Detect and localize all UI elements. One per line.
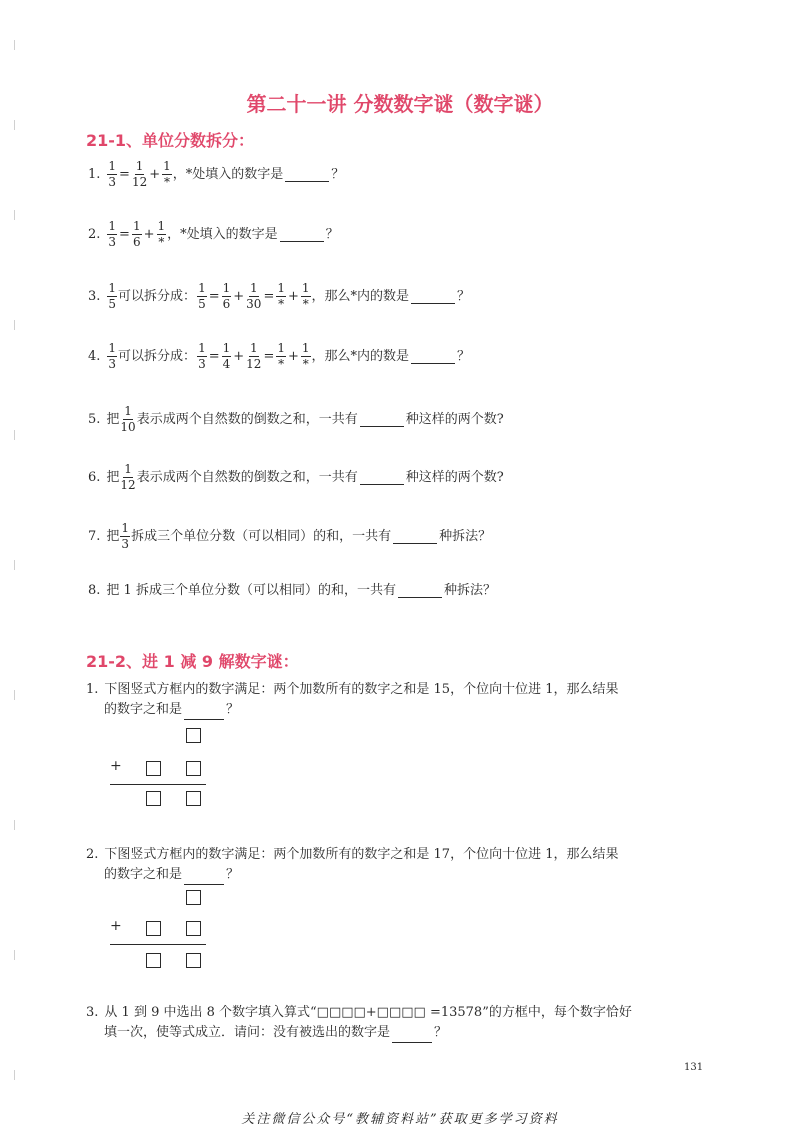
question-1-1: 1. $\frac{1}{3}$ = $\frac{1}{12}$ + $\frac{1}{*}$ ，*处填入的数字是 ？ [88,159,345,189]
margin-tick [14,320,15,330]
fraction: $\frac{1}{5}$ [108,281,117,311]
answer-blank[interactable] [285,168,329,182]
sum-line [110,784,206,785]
answer-blank[interactable] [184,706,224,720]
fraction: $\frac{1}{4}$ [222,341,231,371]
digit-box[interactable] [186,890,201,905]
plus-sign: + [110,758,122,774]
answer-blank[interactable] [398,584,442,598]
fraction: $\frac{1}{3}$ [198,341,206,371]
question-1-8: 8. 把 1 拆成三个单位分数（可以相同）的和，一共有 种拆法？ [88,583,496,598]
fraction: $\frac{1}{3}$ [108,219,117,249]
fraction: $\frac{1}{3}$ [108,159,117,189]
page-title: 第二十一讲 分数数字谜（数字谜） [246,92,554,116]
answer-blank[interactable] [184,871,224,885]
answer-blank[interactable] [360,471,404,485]
fraction: $\frac{1}{6}$ [222,281,231,311]
question-1-4: 4. $\frac{1}{3}$ 可以拆分成： $\frac{1}{3}$ = $\frac{1}{4}$ + $\frac{1}{12}$ = $\frac{1}{*}$ + $\frac{1}{*}$ ，那么*内的数是 ？ [88,341,471,371]
fraction: $\frac{1}{*}$ [301,341,310,371]
answer-blank[interactable] [411,350,455,364]
margin-tick [14,40,15,50]
digit-box[interactable] [146,791,161,806]
digit-box[interactable] [146,921,161,936]
margin-tick [14,1070,15,1080]
question-2-3: 3. 从 1 到 9 中选出 8 个数字填入算式“□□□□+□□□□ =13578”的方框中，每个数字恰好 填一次，使等式成立．请问：没有被选出的数字是 ？ [86,1003,632,1043]
margin-tick [14,120,15,130]
question-1-5: 5. 把 $\frac{1}{10}$ 表示成两个自然数的倒数之和，一共有 种这样的两个数? [88,404,504,434]
question-1-7: 7. 把 $\frac{1}{3}$ 拆成三个单位分数（可以相同）的和，一共有 种拆法？ [88,521,492,551]
answer-blank[interactable] [360,413,404,427]
fraction: $\frac{1}{6}$ [132,219,141,249]
fraction: $\frac{1}{3}$ [121,521,130,551]
digit-box[interactable] [186,791,201,806]
answer-blank[interactable] [392,1029,432,1043]
margin-tick [14,560,15,570]
fraction: $\frac{1}{*}$ [277,341,285,371]
question-2-1: 1. 下图竖式方框内的数字满足：两个加数所有的数字之和是 15，个位向十位进 1，那么结果 的数字之和是 ？ [86,680,619,720]
question-1-2: 2. $\frac{1}{3}$ = $\frac{1}{6}$ + $\frac{1}{*}$ ，*处填入的数字是 ？ [88,219,339,249]
digit-box[interactable] [186,953,201,968]
digit-box[interactable] [186,761,201,776]
question-2-2: 2. 下图竖式方框内的数字满足：两个加数所有的数字之和是 17，个位向十位进 1，那么结果 的数字之和是 ？ [86,845,619,885]
digit-box[interactable] [146,761,161,776]
plus-sign: + [110,918,122,934]
answer-blank[interactable] [280,228,324,242]
fraction: $\frac{1}{*}$ [163,159,171,189]
fraction: $\frac{1}{12}$ [246,341,262,371]
answer-blank[interactable] [393,530,437,544]
section-heading-21-2: 21-2、进 1 减 9 解数字谜： [86,652,299,671]
fraction: $\frac{1}{12}$ [131,159,148,189]
sum-line [110,944,206,945]
digit-box[interactable] [146,953,161,968]
margin-tick [14,690,15,700]
fraction: $\frac{1}{10}$ [120,404,136,434]
fraction: $\frac{1}{*}$ [157,219,166,249]
digit-box[interactable] [186,728,201,743]
margin-tick [14,210,15,220]
margin-tick [14,950,15,960]
page-number: 131 [684,1062,704,1073]
section-heading-21-1: 21-1、单位分数拆分： [86,131,255,150]
fraction: $\frac{1}{30}$ [246,281,262,311]
footer-watermark: 关注微信公众号“教辅资料站”获取更多学习资料 [241,1112,559,1127]
margin-tick [14,430,15,440]
fraction: $\frac{1}{*}$ [301,281,310,311]
fraction: $\frac{1}{*}$ [277,281,285,311]
margin-tick [14,820,15,830]
answer-blank[interactable] [411,290,455,304]
question-1-3: 3. $\frac{1}{5}$ 可以拆分成： $\frac{1}{5}$ = $\frac{1}{6}$ + $\frac{1}{30}$ = $\frac{1}{*}$ + $\frac{1}{*}$ ，那么*内的数是 ？ [88,281,471,311]
fraction: $\frac{1}{12}$ [120,462,136,492]
digit-box[interactable] [186,921,201,936]
fraction: $\frac{1}{5}$ [198,281,206,311]
fraction: $\frac{1}{3}$ [108,341,117,371]
question-1-6: 6. 把 $\frac{1}{12}$ 表示成两个自然数的倒数之和，一共有 种这样的两个数? [88,462,504,492]
